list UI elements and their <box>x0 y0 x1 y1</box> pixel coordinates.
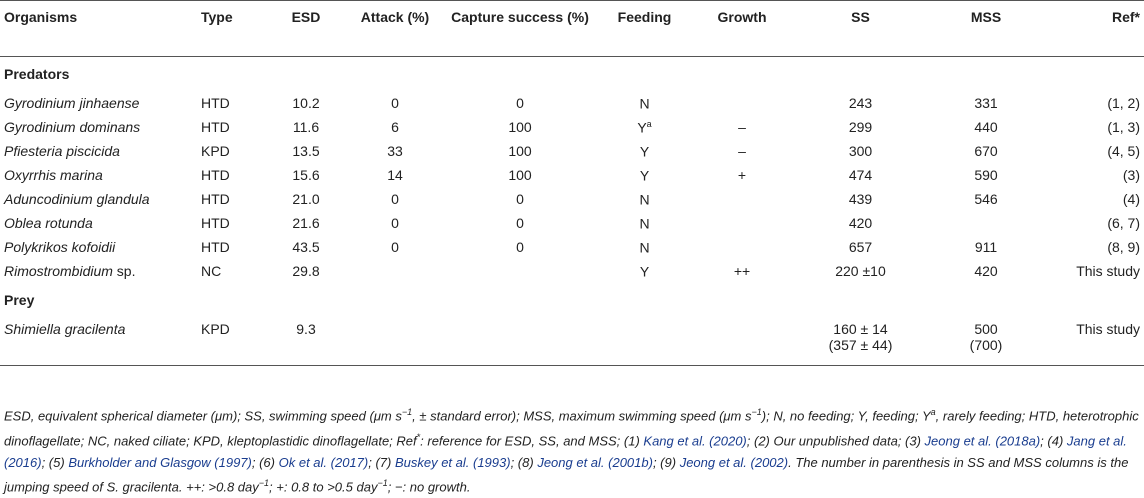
reference-link[interactable]: Burkholder and Glasgow (1997) <box>68 454 252 470</box>
section-row-predators <box>0 57 1144 92</box>
cell-attack <box>345 259 445 283</box>
cell-capture: 0 <box>516 95 524 111</box>
cell-feeding <box>595 115 694 139</box>
footnote-sup: a <box>930 407 936 417</box>
cell-mss <box>931 211 1041 235</box>
cell-esd: 43.5 <box>292 239 320 255</box>
cell-esd: 10.2 <box>292 95 320 111</box>
feeding-sup: a <box>646 118 652 129</box>
cell-esd: 21.0 <box>292 191 320 207</box>
cell-mss: 440 <box>974 119 998 135</box>
table-row <box>0 211 1144 235</box>
section-label: Predators <box>4 66 70 82</box>
ss-value: 160 ± 14 <box>833 321 888 337</box>
section-row-prey <box>0 283 1144 317</box>
cell-mss: 546 <box>974 191 998 207</box>
mss-value: 500 <box>974 321 998 337</box>
mss-jump-value: (700) <box>969 337 1003 353</box>
cell-growth: – <box>738 143 746 159</box>
section-label: Prey <box>4 292 35 308</box>
cell-ss: 300 <box>848 143 873 159</box>
cell-ss: 220 ±10 <box>835 263 886 279</box>
footnote-text: ; (8) <box>510 454 538 470</box>
footnote-text: ); N, no feeding; Y, feeding; Y <box>761 408 931 424</box>
col-header-type: Type <box>197 1 267 57</box>
feeding-value: Y <box>639 143 650 160</box>
footnote-sup: −1 <box>258 478 270 489</box>
cell-capture: 0 <box>516 239 524 255</box>
feeding-value: Y <box>639 263 650 280</box>
footnote-sup: −1 <box>751 407 762 417</box>
cell-growth <box>694 317 790 366</box>
organism-name: Gyrodinium dominans <box>4 119 141 135</box>
footnote-text: ; (9) <box>652 454 680 470</box>
feeding-value: N <box>639 95 650 112</box>
cell-attack: 14 <box>387 167 403 183</box>
table-row <box>0 259 1144 283</box>
footnote-text: ; (4) <box>1040 433 1067 449</box>
cell-ss: 657 <box>848 239 873 255</box>
cell-org <box>0 139 197 163</box>
table-row <box>0 187 1144 211</box>
cell-capture: 0 <box>516 215 524 231</box>
header-row <box>0 1 1144 57</box>
cell-mss: 420 <box>974 263 998 279</box>
cell-growth <box>694 211 790 235</box>
cell-type <box>197 317 267 366</box>
cell-ref: (8, 9) <box>1107 239 1140 255</box>
reference-link[interactable]: Buskey et al. (1993) <box>394 454 511 470</box>
cell-org <box>0 91 197 115</box>
cell-mss: 911 <box>974 239 998 255</box>
cell-mss: 670 <box>974 143 998 159</box>
footnote-text: ; −: no growth. <box>387 479 471 495</box>
cell-ref: (4) <box>1122 191 1140 207</box>
cell-feeding <box>595 317 694 366</box>
cell-capture: 100 <box>508 167 532 183</box>
footnote-sup: * <box>416 431 421 442</box>
table-row <box>0 115 1144 139</box>
col-header-growth: Growth <box>694 1 790 57</box>
cell-type: KPD <box>201 143 230 159</box>
cell-ref: (1, 3) <box>1107 119 1140 135</box>
cell-feeding <box>595 91 694 115</box>
table-row <box>0 91 1144 115</box>
cell-type: NC <box>201 263 222 279</box>
cell-feeding <box>595 211 694 235</box>
organism-name: Polykrikos kofoidii <box>4 239 116 255</box>
reference-link[interactable]: Jeong et al. (2001b) <box>537 454 653 470</box>
table-row <box>0 163 1144 187</box>
col-header-esd: ESD <box>267 1 345 57</box>
col-header-attack: Attack (%) <box>345 1 445 57</box>
footnote-sup: −1 <box>377 478 388 489</box>
cell-org <box>0 259 197 283</box>
feeding-value: Y <box>637 119 647 136</box>
cell-ref: (6, 7) <box>1107 215 1140 231</box>
cell-ss: 474 <box>848 167 873 183</box>
cell-attack: 6 <box>391 119 399 135</box>
reference-link[interactable]: Jeong et al. (2002) <box>679 454 789 470</box>
cell-type: HTD <box>201 239 230 255</box>
cell-type: HTD <box>201 167 230 183</box>
cell-ref: This study <box>1076 263 1140 279</box>
footnote-text: ; (2) Our unpublished data; (3) <box>746 433 925 449</box>
col-header-organisms: Organisms <box>0 1 197 57</box>
cell-feeding <box>595 187 694 211</box>
reference-link[interactable]: Kang et al. (2020) <box>643 433 747 449</box>
feeding-value: N <box>639 191 650 208</box>
cell-type: HTD <box>201 119 230 135</box>
cell-mss: 331 <box>974 95 998 111</box>
cell-attack: 0 <box>391 95 399 111</box>
footnote-text: , rarely feeding; HTD, heterotrophic dinoflagellate; NC, naked ciliate; KPD, kleptoplastidic dinoflagellate; Ref <box>4 408 1139 449</box>
footnote-text: ; +: 0.8 to >0.5 day <box>269 479 378 495</box>
cell-feeding <box>595 259 694 283</box>
cell-mss <box>931 317 1041 366</box>
organism-name: Gyrodinium jinhaense <box>4 95 140 111</box>
cell-attack: 33 <box>387 143 403 159</box>
footnote-text: ESD, equivalent spherical diameter (μm); SS, swimming speed (μm s <box>4 408 402 424</box>
col-header-ss: SS <box>790 1 931 57</box>
ss-jump-value: (357 ± 44) <box>828 337 893 353</box>
footnote-sup: −1 <box>401 407 413 417</box>
cell-growth: + <box>737 167 747 183</box>
cell-esd: 29.8 <box>292 263 320 279</box>
organism-name: Rimostrombidium <box>4 263 113 279</box>
type-value: KPD <box>201 321 230 337</box>
cell-type: HTD <box>201 215 230 231</box>
organism-suffix: sp. <box>112 263 136 279</box>
feeding-value: N <box>639 215 650 232</box>
organism-name: Aduncodinium glandula <box>4 191 150 207</box>
cell-capture: 100 <box>508 143 532 159</box>
cell-growth <box>694 235 790 259</box>
cell-esd: 15.6 <box>292 167 320 183</box>
cell-attack <box>345 317 445 366</box>
cell-ref: (1, 2) <box>1107 95 1140 111</box>
organism-name: Shimiella gracilenta <box>4 321 126 337</box>
cell-type: HTD <box>201 191 230 207</box>
organism-name: Pfiesteria piscicida <box>4 143 120 159</box>
col-header-mss: MSS <box>931 1 1041 57</box>
cell-esd: 11.6 <box>292 119 320 135</box>
col-header-ref: Ref* <box>1041 1 1144 57</box>
cell-attack: 0 <box>391 239 399 255</box>
footnote-text: ; (7) <box>368 454 395 470</box>
cell-mss: 590 <box>974 167 998 183</box>
cell-capture <box>445 317 595 366</box>
cell-org <box>0 211 197 235</box>
cell-growth <box>694 91 790 115</box>
footnote-text: ; (5) <box>41 454 69 470</box>
cell-ss: 299 <box>848 119 873 135</box>
cell-ss: 420 <box>848 215 873 231</box>
col-header-capture-success: Capture success (%) <box>445 1 595 57</box>
cell-ss: 439 <box>848 191 873 207</box>
footnote-text: : reference for ESD, SS, and MSS; (1) <box>420 433 644 449</box>
cell-growth: – <box>738 119 746 135</box>
cell-capture: 0 <box>516 191 524 207</box>
cell-esd <box>267 317 345 366</box>
reference-link[interactable]: Jeong et al. (2018a) <box>924 433 1041 449</box>
cell-ss: 243 <box>848 95 873 111</box>
feeding-value: Y <box>639 167 650 184</box>
organism-name: Oblea rotunda <box>4 215 93 231</box>
cell-growth <box>694 187 790 211</box>
table-row <box>0 139 1144 163</box>
ref-value: This study <box>1076 321 1140 337</box>
cell-ref <box>1041 317 1144 366</box>
cell-ss <box>790 317 931 366</box>
cell-org <box>0 235 197 259</box>
cell-type: HTD <box>201 95 230 111</box>
cell-capture: 100 <box>508 119 532 135</box>
footnote-text: , ± standard error); MSS, maximum swimming speed (μm s <box>412 408 752 424</box>
feeding-value: N <box>639 239 650 256</box>
footnote-text: . The number in parenthesis in SS and MSS columns is the jumping speed of S. gracilenta. ++: >0.8 day <box>4 454 1129 495</box>
esd-value: 9.3 <box>296 321 316 337</box>
reference-link[interactable]: Ok et al. (2017) <box>278 454 369 470</box>
table-row <box>0 235 1144 259</box>
cell-growth: ++ <box>733 263 751 279</box>
cell-feeding <box>595 139 694 163</box>
cell-feeding <box>595 235 694 259</box>
cell-esd: 13.5 <box>292 143 320 159</box>
col-header-feeding: Feeding <box>595 1 694 57</box>
cell-ref: (3) <box>1122 167 1140 183</box>
cell-capture <box>445 259 595 283</box>
table-row <box>0 317 1144 366</box>
cell-feeding <box>595 163 694 187</box>
cell-org <box>0 115 197 139</box>
cell-org <box>0 317 197 366</box>
reference-link[interactable]: Jang et al. (2016) <box>4 433 1127 470</box>
cell-org <box>0 187 197 211</box>
footnote-text: ; (6) <box>251 454 279 470</box>
cell-org <box>0 163 197 187</box>
organism-name: Oxyrrhis marina <box>4 167 103 183</box>
cell-esd: 21.6 <box>292 215 320 231</box>
cell-ref: (4, 5) <box>1107 143 1140 159</box>
cell-attack: 0 <box>391 215 399 231</box>
cell-attack: 0 <box>391 191 399 207</box>
